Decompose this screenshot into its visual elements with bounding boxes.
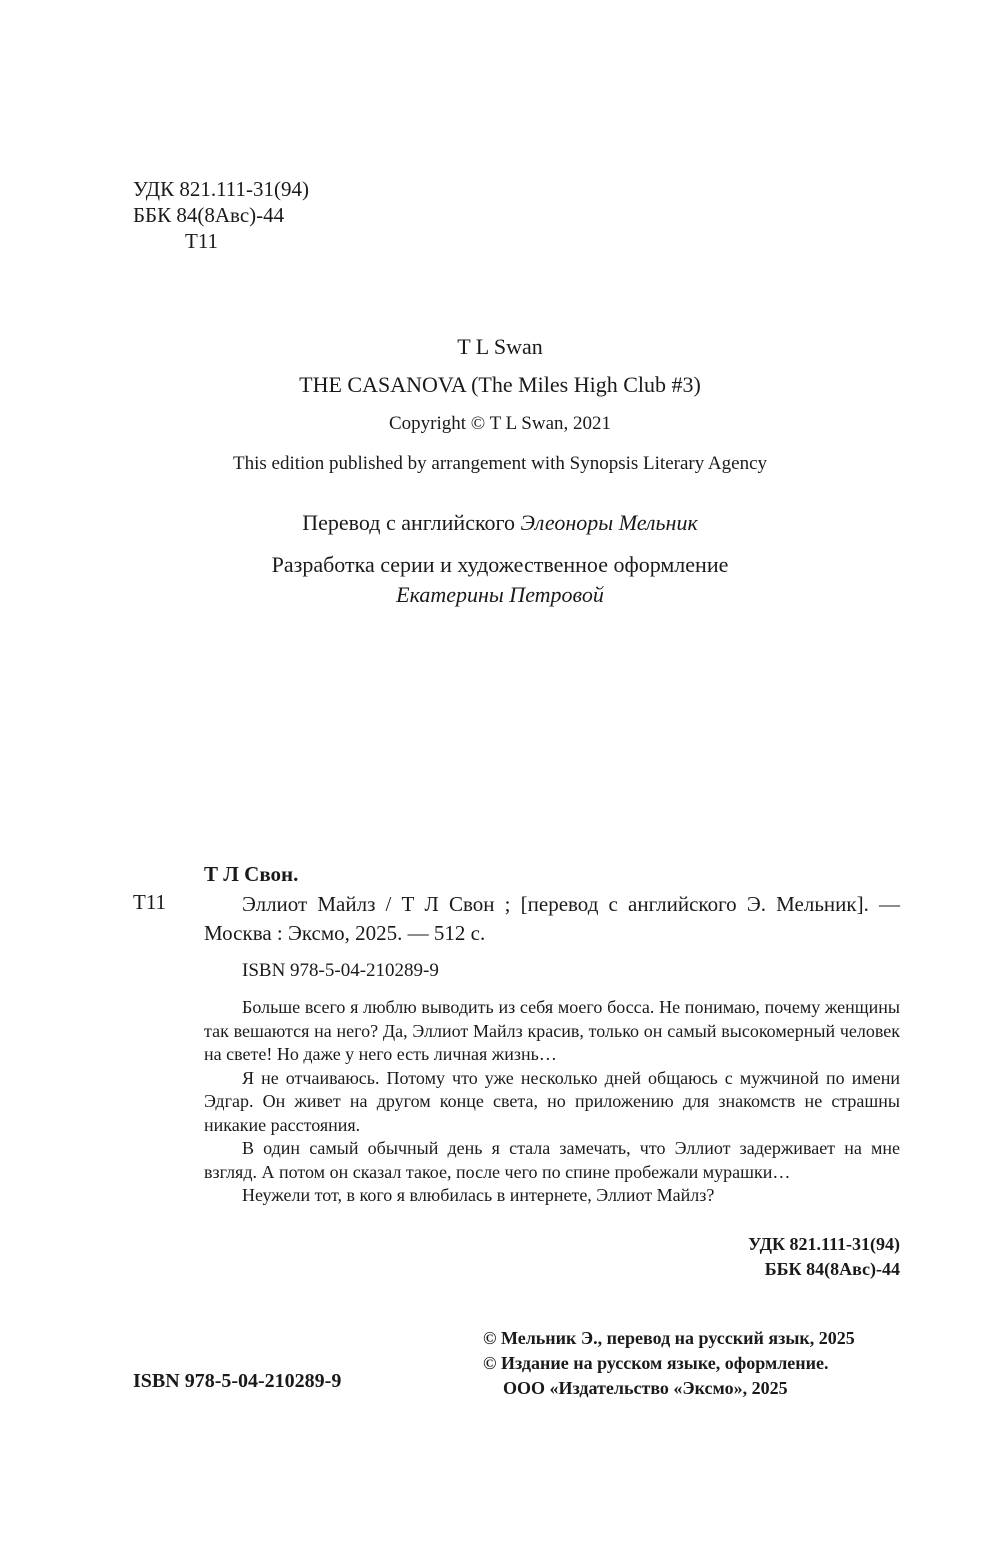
biblio-isbn: ISBN 978-5-04-210289-9 — [242, 960, 439, 981]
copyright-edition: © Издание на русском языке, оформление. — [483, 1353, 829, 1373]
designer-name: Екатерины Петровой — [396, 582, 604, 607]
annotation — [204, 996, 900, 1208]
top-classification-codes — [133, 176, 309, 254]
original-copyright: Copyright © T L Swan, 2021 — [388, 413, 612, 434]
biblio-author: Т Л Свон. — [204, 862, 299, 886]
udk-code-bottom: УДК 821.111-31(94) — [748, 1234, 900, 1254]
udk-code: УДК 821.111-31(94) — [133, 177, 309, 201]
annotation-paragraph: Я не отчаиваюсь. Потому что уже несколько дней общаюсь с мужчиной по имени Эдгар. Он живет на другом конце света, но приложению для знакомств не страшны никакие расстояния. — [204, 1067, 900, 1135]
copyright-translation: © Мельник Э., перевод на русский язык, 2025 — [483, 1328, 855, 1348]
bbk-code-bottom: ББК 84(8Авс)-44 — [764, 1259, 900, 1279]
design-credit: Разработка серии и художественное оформление — [271, 552, 729, 577]
copyright-block — [483, 1326, 855, 1401]
translation-prefix: Перевод с английского — [302, 510, 521, 535]
annotation-paragraph: Больше всего я люблю выводить из себя моего босса. Не понимаю, почему женщины так вешаются на него? Да, Эллиот Майлз красив, только он самый высокомерный человек на свете! Но даже у него есть личная жизнь… — [204, 997, 900, 1064]
arrangement-note: This edition published by arrangement with Synopsis Literary Agency — [232, 453, 767, 474]
annotation-paragraph: Неужели тот, в кого я влюбилась в интернете, Эллиот Майлз? — [242, 1185, 715, 1205]
original-author: T L Swan — [457, 334, 543, 359]
translator-name: Элеоноры Мельник — [520, 510, 698, 535]
author-mark: Т11 — [185, 229, 219, 253]
bottom-classification-codes — [700, 1232, 900, 1282]
bbk-code: ББК 84(8Авс)-44 — [133, 203, 285, 227]
copyright-publisher: ООО «Издательство «Эксмо», 2025 — [503, 1378, 788, 1398]
annotation-paragraph: В один самый обычный день я стала замечать, что Эллиот задерживает на мне взгляд. А потом он сказал такое, после чего по спине пробежали мурашки… — [204, 1138, 900, 1182]
translation-credit — [0, 510, 1000, 536]
biblio-code: Т11 — [133, 890, 167, 914]
original-title: THE CASANOVA (The Miles High Club #3) — [299, 372, 701, 397]
biblio-description: Эллиот Майлз / Т Л Свон ; [перевод с английского Э. Мельник]. — Москва : Эксмо, 2025. — 512 с. — [204, 892, 900, 945]
isbn-bottom: ISBN 978-5-04-210289-9 — [133, 1370, 342, 1392]
